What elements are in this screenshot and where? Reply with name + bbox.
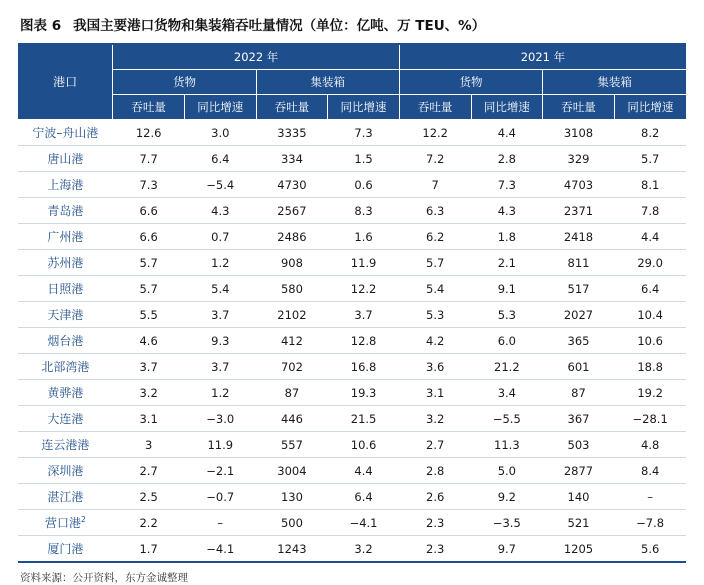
- table-cell: 1205: [543, 536, 615, 563]
- table-cell: 7.8: [614, 198, 686, 224]
- table-cell: 12.6: [113, 120, 185, 146]
- port-name-cell: 上海港: [18, 172, 113, 198]
- header-sub-2: 吞吐量: [256, 95, 328, 120]
- table-cell: 3: [113, 432, 185, 458]
- table-cell: 8.4: [614, 458, 686, 484]
- header-year-2022: 2022 年: [113, 45, 400, 70]
- header-sub-1: 同比增速: [184, 95, 256, 120]
- port-name-cell: 日照港: [18, 276, 113, 302]
- table-cell: 7.3: [328, 120, 400, 146]
- table-cell: 3.7: [184, 302, 256, 328]
- table-cell: 446: [256, 406, 328, 432]
- table-cell: 2102: [256, 302, 328, 328]
- table-cell: −4.1: [184, 536, 256, 563]
- table-cell: 2.7: [399, 432, 471, 458]
- header-year-2021: 2021 年: [399, 45, 686, 70]
- table-cell: 6.4: [184, 146, 256, 172]
- table-cell: 2027: [543, 302, 615, 328]
- port-name-cell: 天津港: [18, 302, 113, 328]
- port-name-cell: 苏州港: [18, 250, 113, 276]
- table-cell: 8.2: [614, 120, 686, 146]
- table-row: [18, 250, 686, 276]
- table-cell: 10.6: [328, 432, 400, 458]
- table-cell: 21.5: [328, 406, 400, 432]
- table-body: [18, 120, 686, 563]
- table-cell: 6.4: [328, 484, 400, 510]
- table-cell: 11.3: [471, 432, 543, 458]
- table-cell: 7.2: [399, 146, 471, 172]
- table-row: [18, 224, 686, 250]
- table-cell: 3.7: [113, 354, 185, 380]
- port-name-cell: 厦门港: [18, 536, 113, 563]
- table-cell: 9.1: [471, 276, 543, 302]
- table-cell: 4.8: [614, 432, 686, 458]
- table-cell: 5.6: [614, 536, 686, 563]
- table-row: [18, 458, 686, 484]
- table-cell: 19.2: [614, 380, 686, 406]
- table-cell: 2.3: [399, 510, 471, 536]
- table-cell: −3.0: [184, 406, 256, 432]
- table-cell: 6.0: [471, 328, 543, 354]
- table-cell: 2.8: [471, 146, 543, 172]
- table-cell: 3.4: [471, 380, 543, 406]
- table-cell: 2.6: [399, 484, 471, 510]
- port-name-cell: 北部湾港: [18, 354, 113, 380]
- table-cell: 3.2: [328, 536, 400, 563]
- table-head: [18, 45, 686, 120]
- table-cell: 702: [256, 354, 328, 380]
- table-cell: 1.2: [184, 380, 256, 406]
- table-cell: 329: [543, 146, 615, 172]
- table-cell: 5.3: [471, 302, 543, 328]
- table-cell: 334: [256, 146, 328, 172]
- table-cell: 580: [256, 276, 328, 302]
- table-cell: 130: [256, 484, 328, 510]
- table-cell: 4.3: [471, 198, 543, 224]
- table-cell: 5.3: [399, 302, 471, 328]
- table-row: [18, 380, 686, 406]
- table-cell: 5.7: [614, 146, 686, 172]
- header-group-cargo-2021: 货物: [399, 70, 542, 95]
- table-cell: 3.2: [113, 380, 185, 406]
- table-cell: 4.2: [399, 328, 471, 354]
- table-cell: −5.4: [184, 172, 256, 198]
- table-cell: −0.7: [184, 484, 256, 510]
- table-row: [18, 120, 686, 146]
- table-cell: 5.0: [471, 458, 543, 484]
- table-cell: 6.6: [113, 198, 185, 224]
- table-cell: 3108: [543, 120, 615, 146]
- table-cell: 4.3: [184, 198, 256, 224]
- table-cell: 9.3: [184, 328, 256, 354]
- table-cell: 7.7: [113, 146, 185, 172]
- table-cell: 10.4: [614, 302, 686, 328]
- table-cell: 601: [543, 354, 615, 380]
- table-cell: 2.8: [399, 458, 471, 484]
- table-cell: 87: [256, 380, 328, 406]
- table-row: [18, 406, 686, 432]
- table-cell: 8.1: [614, 172, 686, 198]
- port-name-cell: 湛江港: [18, 484, 113, 510]
- table-cell: 367: [543, 406, 615, 432]
- table-cell: 2.7: [113, 458, 185, 484]
- header-group-container-2021: 集装箱: [543, 70, 686, 95]
- table-cell: 0.6: [328, 172, 400, 198]
- table-cell: 5.7: [399, 250, 471, 276]
- table-cell: 19.3: [328, 380, 400, 406]
- table-row: [18, 172, 686, 198]
- table-cell: 908: [256, 250, 328, 276]
- table-cell: 29.0: [614, 250, 686, 276]
- table-row: [18, 146, 686, 172]
- port-throughput-table: [18, 45, 686, 563]
- table-cell: 9.7: [471, 536, 543, 563]
- header-row-year: [18, 45, 686, 70]
- table-cell: 4703: [543, 172, 615, 198]
- table-cell: 2.3: [399, 536, 471, 563]
- table-cell: 6.3: [399, 198, 471, 224]
- header-group-cargo-2022: 货物: [113, 70, 256, 95]
- header-row-group: [18, 70, 686, 95]
- table-cell: 1.6: [328, 224, 400, 250]
- table-cell: 811: [543, 250, 615, 276]
- port-name-cell: 青岛港: [18, 198, 113, 224]
- table-cell: 8.3: [328, 198, 400, 224]
- table-cell: 4.4: [614, 224, 686, 250]
- table-cell: 11.9: [184, 432, 256, 458]
- table-cell: –: [184, 510, 256, 536]
- header-sub-3: 同比增速: [328, 95, 400, 120]
- table-cell: 2877: [543, 458, 615, 484]
- table-cell: 140: [543, 484, 615, 510]
- table-row: [18, 510, 686, 536]
- table-cell: 503: [543, 432, 615, 458]
- table-cell: 3.0: [184, 120, 256, 146]
- header-port: 港口: [18, 45, 113, 120]
- table-row: [18, 328, 686, 354]
- header-sub-4: 吞吐量: [399, 95, 471, 120]
- table-cell: 1.8: [471, 224, 543, 250]
- header-sub-6: 吞吐量: [543, 95, 615, 120]
- table-cell: 3.7: [328, 302, 400, 328]
- table-cell: 2371: [543, 198, 615, 224]
- table-cell: 6.4: [614, 276, 686, 302]
- table-cell: 5.4: [399, 276, 471, 302]
- table-cell: 10.6: [614, 328, 686, 354]
- port-name-cell: 黄骅港: [18, 380, 113, 406]
- table-cell: 4730: [256, 172, 328, 198]
- table-row: [18, 484, 686, 510]
- table-cell: 87: [543, 380, 615, 406]
- table-cell: −5.5: [471, 406, 543, 432]
- table-row: [18, 432, 686, 458]
- table-cell: 12.2: [328, 276, 400, 302]
- header-sub-7: 同比增速: [614, 95, 686, 120]
- table-cell: 7.3: [113, 172, 185, 198]
- table-row: [18, 198, 686, 224]
- header-sub-0: 吞吐量: [113, 95, 185, 120]
- table-cell: 3.6: [399, 354, 471, 380]
- table-row: [18, 354, 686, 380]
- source-note: 资料来源：公开资料，东方金诚整理: [20, 572, 188, 584]
- table-cell: 0.7: [184, 224, 256, 250]
- figure-title: [18, 14, 686, 34]
- table-row: [18, 276, 686, 302]
- table-cell: 1.2: [184, 250, 256, 276]
- table-cell: 4.6: [113, 328, 185, 354]
- table-cell: 6.2: [399, 224, 471, 250]
- port-name-cell: 大连港: [18, 406, 113, 432]
- table-cell: 3.2: [399, 406, 471, 432]
- table-cell: 1.5: [328, 146, 400, 172]
- table-cell: 2.2: [113, 510, 185, 536]
- table-cell: 5.7: [113, 250, 185, 276]
- table-cell: 2418: [543, 224, 615, 250]
- port-name-cell: 连云港港: [18, 432, 113, 458]
- table-cell: 7.3: [471, 172, 543, 198]
- port-name-cell: 唐山港: [18, 146, 113, 172]
- table-cell: 3004: [256, 458, 328, 484]
- header-group-container-2022: 集装箱: [256, 70, 399, 95]
- table-cell: −4.1: [328, 510, 400, 536]
- footnote-marker: 2: [81, 515, 86, 524]
- table-cell: 16.8: [328, 354, 400, 380]
- port-name-cell: 深圳港: [18, 458, 113, 484]
- table-cell: 2.5: [113, 484, 185, 510]
- table-row: [18, 302, 686, 328]
- table-row: [18, 536, 686, 563]
- table-cell: 9.2: [471, 484, 543, 510]
- table-cell: 4.4: [328, 458, 400, 484]
- table-cell: −7.8: [614, 510, 686, 536]
- table-cell: −2.1: [184, 458, 256, 484]
- table-cell: 2.1: [471, 250, 543, 276]
- table-cell: 11.9: [328, 250, 400, 276]
- table-cell: 3.1: [399, 380, 471, 406]
- table-cell: 12.2: [399, 120, 471, 146]
- table-cell: 500: [256, 510, 328, 536]
- table-cell: 5.7: [113, 276, 185, 302]
- table-cell: 18.8: [614, 354, 686, 380]
- table-cell: 557: [256, 432, 328, 458]
- table-cell: 2567: [256, 198, 328, 224]
- table-cell: 12.8: [328, 328, 400, 354]
- table-cell: 3.7: [184, 354, 256, 380]
- header-sub-5: 同比增速: [471, 95, 543, 120]
- table-cell: 1243: [256, 536, 328, 563]
- table-cell: 1.7: [113, 536, 185, 563]
- page-title: 我国主要港口货物和集装箱吞吐量情况（单位：亿吨、万 TEU、%）: [73, 18, 486, 34]
- port-name-cell: 烟台港: [18, 328, 113, 354]
- table-cell: −3.5: [471, 510, 543, 536]
- table-cell: –: [614, 484, 686, 510]
- header-row-sub: [18, 95, 686, 120]
- table-cell: 3.1: [113, 406, 185, 432]
- table-cell: 6.6: [113, 224, 185, 250]
- table-cell: 365: [543, 328, 615, 354]
- table-cell: 4.4: [471, 120, 543, 146]
- table-cell: 3335: [256, 120, 328, 146]
- table-cell: 521: [543, 510, 615, 536]
- figure-number: 图表 6: [20, 18, 62, 34]
- table-cell: 21.2: [471, 354, 543, 380]
- table-cell: 2486: [256, 224, 328, 250]
- table-cell: −28.1: [614, 406, 686, 432]
- port-name-cell: 广州港: [18, 224, 113, 250]
- table-cell: 412: [256, 328, 328, 354]
- table-cell: 5.4: [184, 276, 256, 302]
- port-name-cell: 营口港$^2$: [18, 510, 113, 536]
- table-cell: 7: [399, 172, 471, 198]
- port-name-cell: 宁波–舟山港: [18, 120, 113, 146]
- table-cell: 5.5: [113, 302, 185, 328]
- table-cell: 517: [543, 276, 615, 302]
